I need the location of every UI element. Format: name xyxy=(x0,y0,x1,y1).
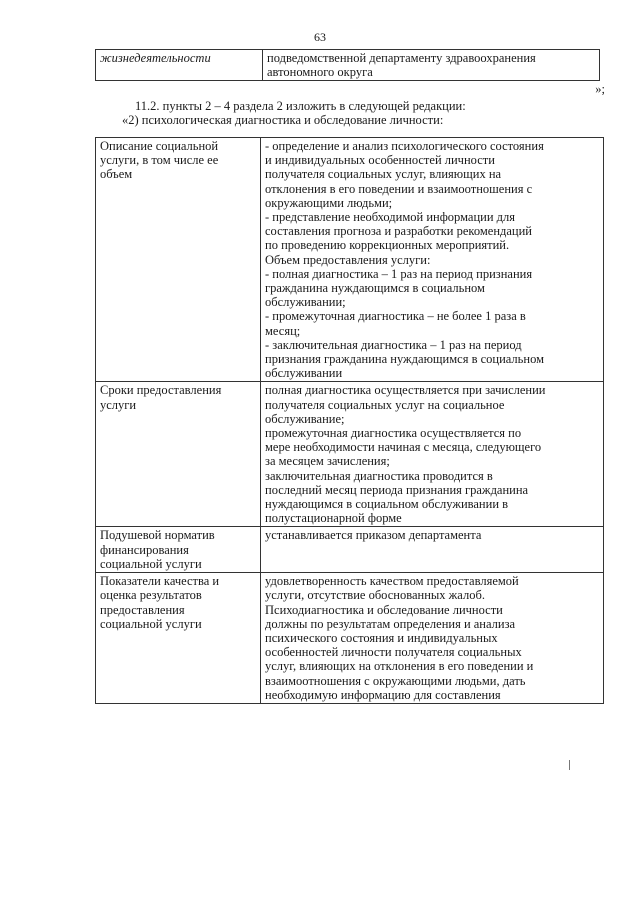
text-line: оценка результатов xyxy=(100,588,202,603)
text-line: Показатели качества и xyxy=(100,574,220,589)
text-line: - представление необходимой информации для xyxy=(265,210,516,225)
text-line: услуг, влияющих на отклонения в его поведении и xyxy=(265,659,534,674)
text-line: объем xyxy=(100,167,133,182)
text-line: признания гражданина нуждающимся в социальном xyxy=(265,352,544,367)
row-content-cell xyxy=(261,138,604,382)
text-line: услуги xyxy=(100,397,137,412)
row-label-cell xyxy=(96,527,261,573)
text-line: услуги, отсутствие обоснованных жалоб. xyxy=(265,588,485,603)
text-line: промежуточная диагностика осуществляется по xyxy=(265,426,522,441)
text-line: особенностей личности получателя социальных xyxy=(265,645,522,660)
text-line: составления прогноза и разработки рекомендаций xyxy=(265,224,532,239)
top-table-left-cell: жизнедеятельности xyxy=(96,50,263,81)
text-line: социальной услуги xyxy=(100,616,202,631)
text-line: получателя социальных услуг, влияющих на xyxy=(265,167,502,182)
text-line: заключительная диагностика проводится в xyxy=(265,468,493,483)
row-label-cell xyxy=(96,138,261,382)
text-line: - заключительная диагностика – 1 раз на период xyxy=(265,337,522,352)
text-line: Психодиагностика и обследование личности xyxy=(265,602,503,617)
page-number: 63 xyxy=(314,30,326,44)
text-line: должны по результатам определения и анализа xyxy=(265,616,516,631)
text-line: автономного округа xyxy=(267,65,373,80)
margin-mark xyxy=(569,760,570,770)
text-line: получателя социальных услуг на социальное xyxy=(265,397,505,412)
text-line: - промежуточная диагностика – не более 1 раза в xyxy=(265,309,526,324)
table-row xyxy=(96,527,604,573)
text-line: полная диагностика осуществляется при зачислении xyxy=(265,383,546,398)
text-line: обслуживании xyxy=(265,366,343,381)
text-line: отклонения в его поведении и взаимоотношения с xyxy=(265,181,533,196)
text-line: по проведению коррекционных мероприятий. xyxy=(265,238,510,253)
text-line: обслуживании; xyxy=(265,295,346,310)
text-line: Сроки предоставления xyxy=(100,383,222,398)
row-content-cell xyxy=(261,382,604,527)
text-line: необходимую информацию для составления xyxy=(265,687,501,702)
text-line: и индивидуальных особенностей личности xyxy=(265,153,495,168)
table-row xyxy=(96,50,600,81)
service-table xyxy=(95,137,604,704)
text-line: Объем предоставления услуги: xyxy=(265,252,431,267)
text-line: окружающими людьми; xyxy=(265,195,393,210)
text-line: - определение и анализ психологического состояния xyxy=(265,139,544,153)
text-line: обслуживание; xyxy=(265,411,345,426)
text-line: взаимоотношения с окружающими людьми, дать xyxy=(265,673,526,688)
intro-block xyxy=(95,82,605,128)
row-label-cell xyxy=(96,573,261,704)
row-label-cell xyxy=(96,382,261,527)
intro-line: 11.2. пункты 2 – 4 раздела 2 изложить в следующей редакции: xyxy=(135,98,466,113)
top-table-right-cell xyxy=(263,50,600,81)
text-line: удовлетворенность качеством предоставляемой xyxy=(265,574,519,589)
text-line: предоставления xyxy=(100,602,185,617)
text-line: финансирования xyxy=(100,542,189,557)
top-table xyxy=(95,49,600,81)
text-line: полустационарной форме xyxy=(265,511,402,526)
table-row xyxy=(96,138,604,382)
row-content-cell xyxy=(261,573,604,704)
text-line: месяц; xyxy=(265,323,301,338)
text-line: последний месяц периода признания гражданина xyxy=(265,482,529,497)
text-line: социальной услуги xyxy=(100,556,202,571)
row-content-cell xyxy=(261,527,604,573)
closing-quote: »; xyxy=(595,82,605,96)
text-line: нуждающимся в социальном обслуживании в xyxy=(265,497,509,512)
text-line: мере необходимости начиная с месяца, следующего xyxy=(265,440,542,455)
text-line: за месяцем зачисления; xyxy=(265,454,390,469)
text-line: Подушевой норматив xyxy=(100,528,215,543)
text-line: психического состояния и индивидуальных xyxy=(265,630,498,645)
text-line: Описание социальной xyxy=(100,139,219,153)
text-line: подведомственной департаменту здравоохранения xyxy=(267,51,536,65)
table-row xyxy=(96,382,604,527)
text-line: устанавливается приказом департамента xyxy=(265,528,482,543)
intro-line: «2) психологическая диагностика и обследование личности: xyxy=(122,113,444,127)
text-line: гражданина нуждающимся в социальном xyxy=(265,281,485,296)
text-line: услуги, в том числе ее xyxy=(100,153,219,168)
text-line: - полная диагностика – 1 раз на период признания xyxy=(265,266,533,281)
table-row xyxy=(96,573,604,704)
